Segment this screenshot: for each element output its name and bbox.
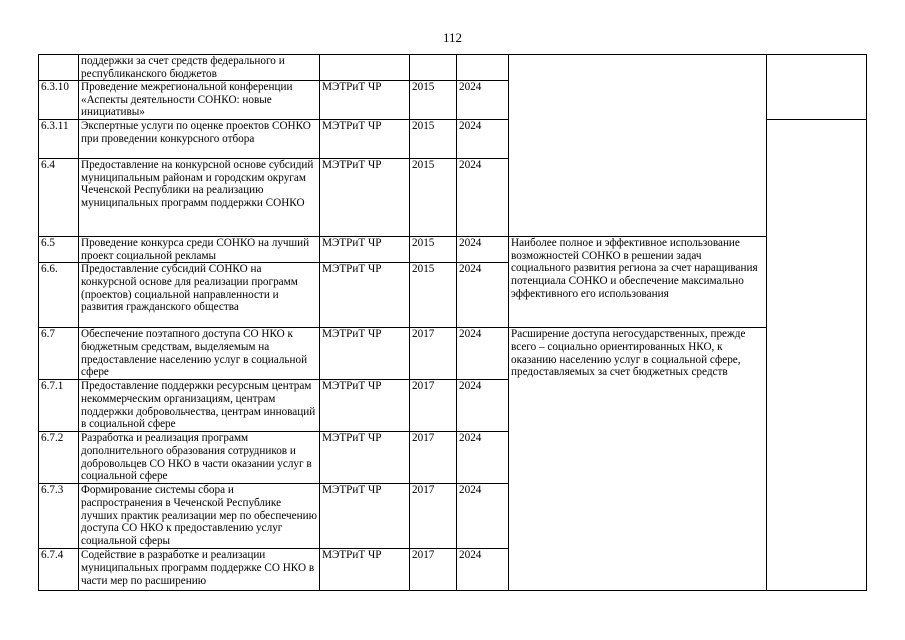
- expected-result: Расширение доступа негосударственных, прежде всего – социально ориентированных НКО, к оказанию населению услуг в социальной сфере, предоставляемых за счет бюджетных средств: [509, 328, 767, 591]
- executor: МЭТРиТ ЧР: [320, 263, 410, 328]
- row-number: 6.3.10: [39, 81, 79, 120]
- start-year: 2017: [410, 549, 457, 591]
- target-indicator: [767, 55, 867, 120]
- end-year: 2024: [457, 263, 509, 328]
- executor: МЭТРиТ ЧР: [320, 380, 410, 432]
- row-number: 6.7.1: [39, 380, 79, 432]
- executor: [320, 55, 410, 81]
- row-number: 6.6.: [39, 263, 79, 328]
- start-year: 2017: [410, 484, 457, 549]
- row-number: 6.7.3: [39, 484, 79, 549]
- end-year: 2024: [457, 328, 509, 380]
- start-year: 2017: [410, 432, 457, 484]
- start-year: 2015: [410, 263, 457, 328]
- start-year: 2017: [410, 328, 457, 380]
- row-number: 6.7: [39, 328, 79, 380]
- activity-name: Предоставление субсидий СОНКО на конкурсной основе для реализации программ (проектов) социальной направленности и развития гражданского общества: [79, 263, 320, 328]
- end-year: 2024: [457, 120, 509, 159]
- end-year: 2024: [457, 159, 509, 237]
- end-year: 2024: [457, 549, 509, 591]
- start-year: [410, 55, 457, 81]
- row-number: 6.5: [39, 237, 79, 263]
- end-year: 2024: [457, 237, 509, 263]
- executor: МЭТРиТ ЧР: [320, 120, 410, 159]
- expected-result: [509, 55, 767, 237]
- activity-name: поддержки за счет средств федерального и республиканского бюджетов: [79, 55, 320, 81]
- executor: МЭТРиТ ЧР: [320, 237, 410, 263]
- activity-name: Разработка и реализация программ дополнительного образования сотрудников и добровольцев СО НКО в части оказании услуг в социальной сфере: [79, 432, 320, 484]
- activity-name: Предоставление на конкурсной основе субсидий муниципальным районам и городским округам Чеченской Республики на реализацию муниципальных программ поддержки СОНКО: [79, 159, 320, 237]
- start-year: 2015: [410, 159, 457, 237]
- activity-name: Формирование системы сбора и распространения в Чеченской Республике лучших практик реализации мер по обеспечению доступа СО НКО к предоставлению услуг социальной сферы: [79, 484, 320, 549]
- table-row: [39, 55, 867, 81]
- executor: МЭТРиТ ЧР: [320, 484, 410, 549]
- start-year: 2015: [410, 237, 457, 263]
- executor: МЭТРиТ ЧР: [320, 159, 410, 237]
- executor: МЭТРиТ ЧР: [320, 81, 410, 120]
- end-year: [457, 55, 509, 81]
- row-number: [39, 55, 79, 81]
- activity-name: Предоставление поддержки ресурсным центрам некоммерческим организациям, центрам поддержки добровольчества, центрам инноваций в социальной сфере: [79, 380, 320, 432]
- activity-name: Содействие в разработке и реализации муниципальных программ поддержке СО НКО в части мер по расширению: [79, 549, 320, 591]
- page-number: 112: [442, 30, 463, 45]
- end-year: 2024: [457, 81, 509, 120]
- activity-name: Проведение межрегиональной конференции «Аспекты деятельности СОНКО: новые инициативы»: [79, 81, 320, 120]
- start-year: 2017: [410, 380, 457, 432]
- table-row: [39, 328, 867, 380]
- activity-name: Проведение конкурса среди СОНКО на лучший проект социальной рекламы: [79, 237, 320, 263]
- target-indicator: [767, 120, 867, 591]
- start-year: 2015: [410, 81, 457, 120]
- end-year: 2024: [457, 380, 509, 432]
- start-year: 2015: [410, 120, 457, 159]
- expected-result: Наиболее полное и эффективное использование возможностей СОНКО в решении задач социального развития региона за счет наращивания потенциала СОНКО и обеспечение максимально эффективного его использования: [509, 237, 767, 328]
- row-number: 6.7.4: [39, 549, 79, 591]
- row-number: 6.7.2: [39, 432, 79, 484]
- executor: МЭТРиТ ЧР: [320, 432, 410, 484]
- program-activities-table: [38, 54, 867, 591]
- executor: МЭТРиТ ЧР: [320, 549, 410, 591]
- row-number: 6.4: [39, 159, 79, 237]
- executor: МЭТРиТ ЧР: [320, 328, 410, 380]
- table-row: [39, 237, 867, 263]
- end-year: 2024: [457, 484, 509, 549]
- end-year: 2024: [457, 432, 509, 484]
- row-number: 6.3.11: [39, 120, 79, 159]
- activity-name: Обеспечение поэтапного доступа СО НКО к бюджетным средствам, выделяемым на предоставление населению услуг в социальной сфере: [79, 328, 320, 380]
- activity-name: Экспертные услуги по оценке проектов СОНКО при проведении конкурсного отбора: [79, 120, 320, 159]
